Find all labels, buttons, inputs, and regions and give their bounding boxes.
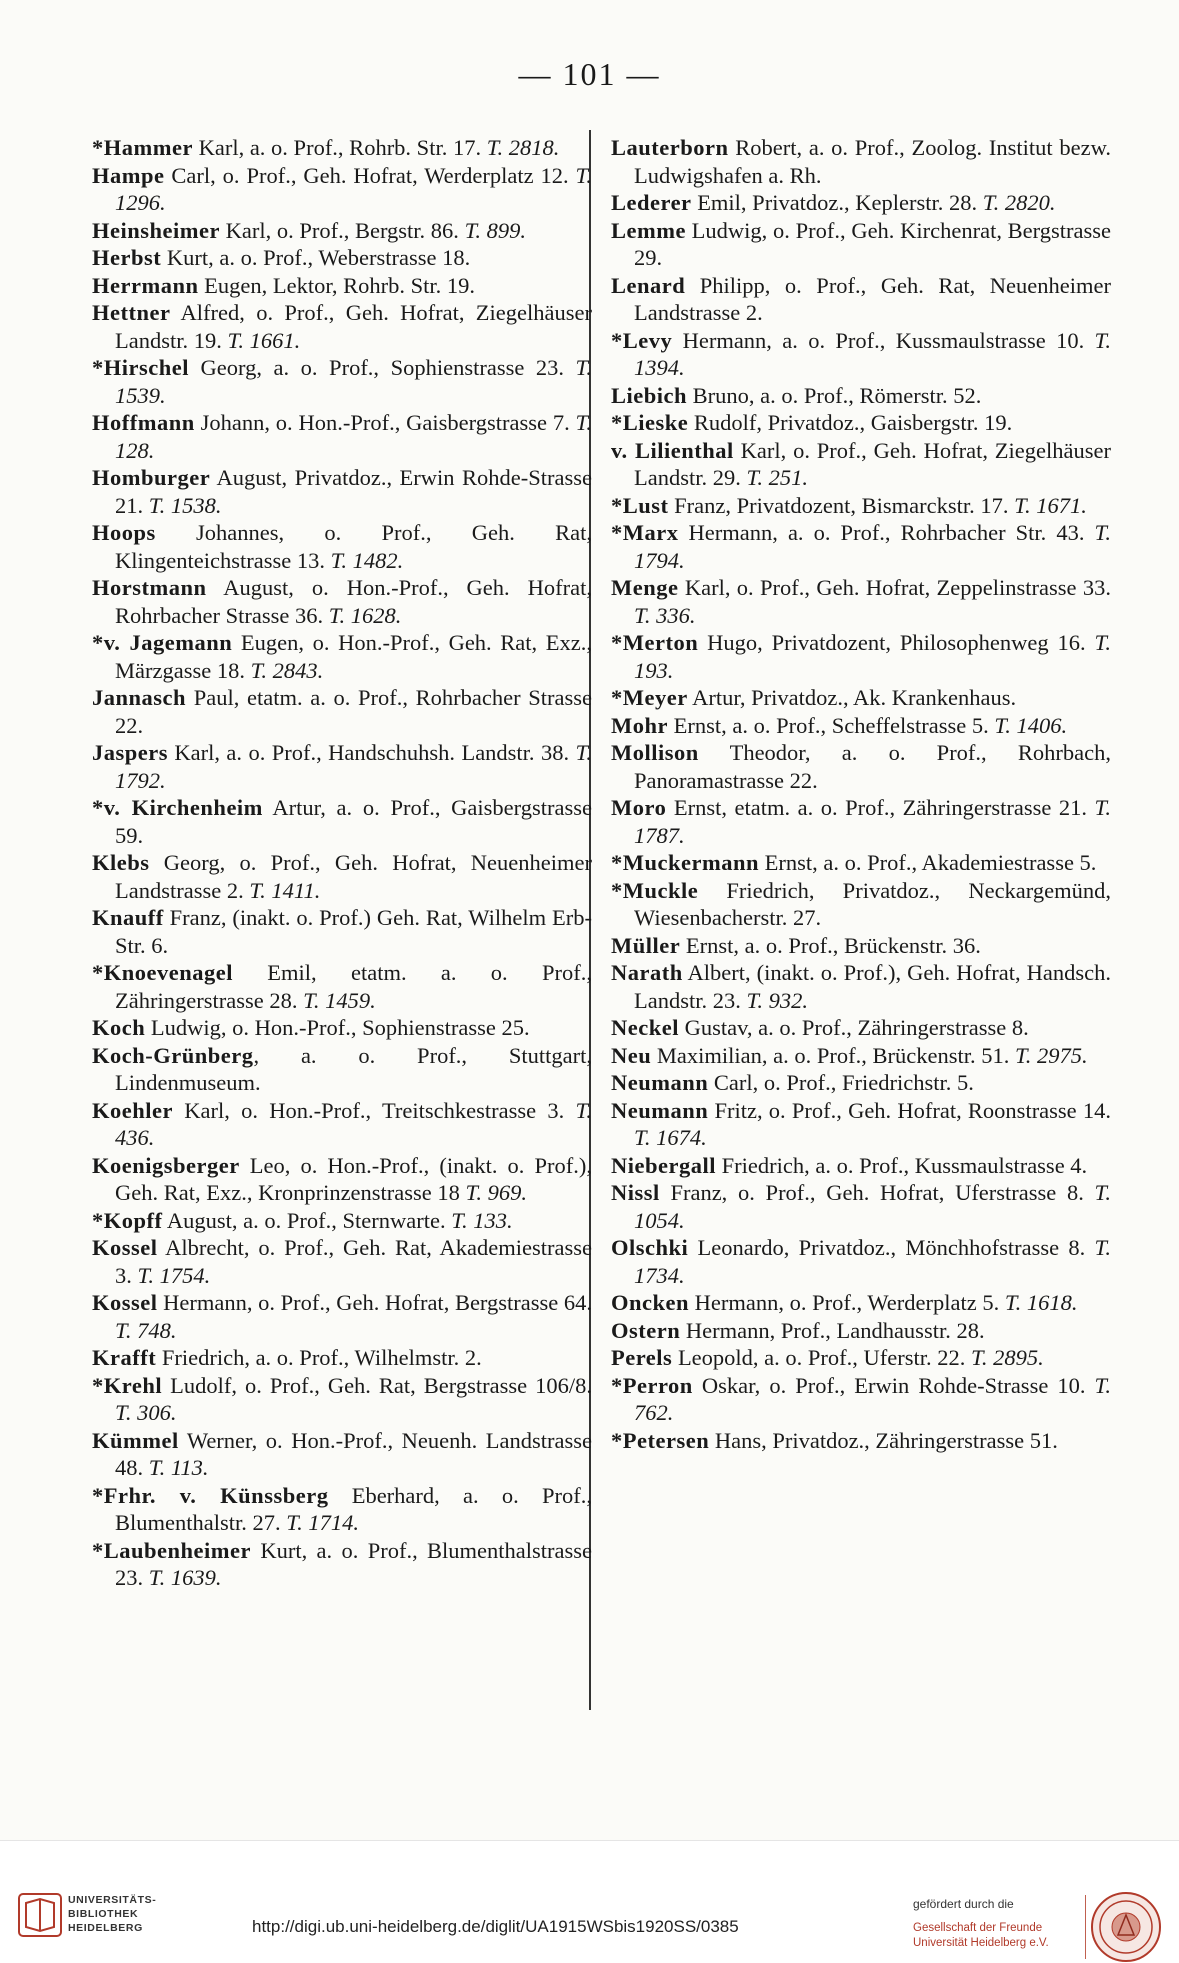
entry-details: Paul, etatm. a. o. Prof., Rohrbacher Strasse 22. [115, 685, 592, 738]
directory-entry [611, 1344, 1111, 1372]
entry-surname: Mollison [611, 740, 699, 765]
entry-details: Leonardo, Privatdoz., Mönchhofstrasse 8. [688, 1235, 1086, 1260]
entry-telephone: T. 1794. [634, 520, 1111, 573]
directory-entry [92, 134, 592, 162]
entry-telephone: T. 1661. [227, 327, 301, 353]
entry-telephone: T. 1538. [148, 492, 222, 518]
entry-telephone: T. 932. [746, 987, 808, 1013]
entry-surname: *Merton [611, 630, 699, 655]
entry-surname: Narath [611, 960, 683, 985]
entry-details: Theodor, a. o. Prof., Rohrbach, Panoramastrasse 22. [634, 740, 1111, 793]
entry-surname: Koch [92, 1015, 146, 1040]
entry-surname: Lederer [611, 190, 692, 215]
right-column [611, 134, 1111, 1454]
entry-telephone: T. 336. [634, 602, 696, 628]
entry-surname: Knauff [92, 905, 164, 930]
entry-telephone: T. 1787. [634, 795, 1111, 848]
entry-telephone: T. 1714. [286, 1510, 359, 1535]
entry-surname: *v. Kirchenheim [92, 795, 263, 820]
entry-surname: *Muckermann [611, 850, 759, 875]
entry-details: Karl, o. Prof., Bergstr. 86. [219, 217, 459, 243]
directory-entry [611, 629, 1111, 684]
directory-entry [611, 1042, 1111, 1070]
entry-details: Gustav, a. o. Prof., Zähringerstrasse 8. [678, 1015, 1029, 1040]
directory-entry [92, 1427, 592, 1482]
entry-surname: Koch-Grünberg [92, 1042, 254, 1068]
entry-surname: Koenigsberger [92, 1152, 240, 1178]
footer-divider [1085, 1895, 1086, 1959]
entry-telephone: T. 1406. [994, 712, 1068, 738]
directory-entry [611, 1179, 1111, 1234]
entry-details: Ernst, a. o. Prof., Scheffelstrasse 5. [668, 712, 989, 738]
directory-entry [611, 849, 1111, 877]
directory-entry [92, 1097, 592, 1152]
entry-surname: Mohr [611, 712, 668, 738]
entry-surname: Kossel [92, 1290, 158, 1315]
directory-entry [92, 684, 592, 739]
entry-details: Emil, etatm. a. o. Prof., Zähringerstrasse 28. [115, 960, 592, 1013]
directory-entry [611, 1014, 1111, 1042]
permalink-url[interactable]: http://digi.ub.uni-heidelberg.de/diglit/UA1915WSbis1920SS/0385 [252, 1917, 739, 1936]
sponsor-caption: gefördert durch die [913, 1897, 1014, 1911]
entry-details: Kurt, a. o. Prof., Weberstrasse 18. [161, 245, 471, 270]
library-logo-icon [18, 1893, 62, 1937]
entry-surname: Jaspers [92, 740, 168, 765]
directory-entry [611, 217, 1111, 272]
entry-telephone: T. 1054. [634, 1180, 1111, 1233]
directory-entry [92, 1152, 592, 1207]
directory-entry [611, 492, 1111, 520]
directory-entry [611, 932, 1111, 960]
entry-details: Franz, Privatdozent, Bismarckstr. 17. [668, 492, 1009, 518]
left-column [92, 134, 592, 1592]
entry-surname: Lemme [611, 217, 686, 243]
entry-surname: Lenard [611, 272, 686, 298]
entry-telephone: T. 193. [634, 630, 1112, 683]
directory-entry [611, 382, 1111, 410]
directory-entry [611, 1069, 1111, 1097]
entry-surname: *Perron [611, 1372, 693, 1398]
entry-telephone: T. 762. [634, 1372, 1111, 1425]
directory-entry [92, 162, 592, 217]
entry-details: Franz, o. Prof., Geh. Hofrat, Uferstrasse 8. [659, 1180, 1084, 1205]
entry-details: Rudolf, Privatdoz., Gaisbergstr. 19. [688, 410, 1013, 435]
entry-details: Eugen, Lektor, Rohrb. Str. 19. [198, 272, 476, 298]
directory-entry [92, 1344, 592, 1372]
page-number: — 101 — [518, 56, 661, 92]
entry-surname: Moro [611, 795, 667, 820]
entry-telephone: T. 113. [148, 1455, 209, 1480]
entry-details: Ernst, a. o. Prof., Akademiestrasse 5. [759, 850, 1097, 875]
entry-surname: Koehler [92, 1097, 173, 1123]
entry-telephone: T. 969. [465, 1180, 527, 1205]
entry-details: Franz, (inakt. o. Prof.) Geh. Rat, Wilhelm Erb-Str. 6. [115, 905, 592, 958]
directory-entry [611, 877, 1111, 932]
directory-entry [611, 519, 1111, 574]
entry-surname: *Lieske [611, 410, 689, 435]
directory-entry [92, 409, 592, 464]
sponsor-name [913, 1921, 1049, 1951]
directory-entry [611, 1097, 1111, 1152]
sponsor-name-line: Gesellschaft der Freunde [913, 1922, 1043, 1934]
directory-entry [92, 739, 592, 794]
entry-details: Karl, o. Hon.-Prof., Treitschkestrasse 3. [172, 1097, 565, 1123]
entry-telephone: T. 306. [115, 1400, 177, 1425]
directory-entry [92, 519, 592, 574]
directory-entry [92, 1289, 592, 1344]
entry-surname: Perels [611, 1345, 673, 1370]
entry-surname: *Frhr. v. Künssberg [92, 1482, 329, 1508]
entry-details: Georg, a. o. Prof., Sophienstrasse 23. [188, 355, 564, 380]
university-seal-icon [1090, 1891, 1162, 1963]
entry-surname: Neckel [611, 1015, 679, 1040]
directory-entry [611, 1317, 1111, 1345]
directory-entry [92, 1234, 592, 1289]
entry-details: Hugo, Privatdozent, Philosophenweg 16. [698, 630, 1086, 655]
entry-telephone: T. 1754. [137, 1262, 211, 1288]
library-name [68, 1893, 156, 1935]
library-name-line: BIBLIOTHEK [68, 1908, 139, 1920]
entry-telephone: T. 2818. [486, 135, 560, 160]
directory-entry [92, 959, 592, 1014]
entry-surname: Hoops [92, 520, 156, 545]
entry-details: Carl, o. Prof., Geh. Hofrat, Werderplatz 12. [164, 162, 569, 188]
entry-details: Karl, a. o. Prof., Handschuhsh. Landstr. 38. [168, 740, 570, 765]
entry-details: Johannes, o. Prof., Geh. Rat, Klingenteichstrasse 13. [115, 520, 592, 573]
entry-surname: Nissl [611, 1180, 660, 1205]
entry-telephone: T. 1734. [634, 1235, 1111, 1288]
entry-details: Bruno, a. o. Prof., Römerstr. 52. [687, 382, 982, 408]
entry-telephone: T. 1674. [634, 1125, 707, 1150]
entry-surname: *Laubenheimer [92, 1537, 252, 1563]
entry-details: Friedrich, a. o. Prof., Kussmaulstrasse 4. [715, 1152, 1088, 1178]
directory-entry [611, 272, 1111, 327]
directory-entry [611, 684, 1111, 712]
entry-surname: Lauterborn [611, 135, 729, 160]
directory-entry [92, 272, 592, 300]
entry-telephone: T. 1296. [115, 162, 592, 215]
entry-details: Oskar, o. Prof., Erwin Rohde-Strasse 10. [692, 1372, 1086, 1398]
entry-telephone: T. 1539. [115, 355, 593, 408]
entry-surname: *v. Jagemann [92, 630, 233, 655]
entry-details: Leo, o. Hon.-Prof., (inakt. o. Prof.), Geh. Rat, Exz., Kronprinzenstrasse 18 [115, 1152, 592, 1205]
entry-details: Eugen, o. Hon.-Prof., Geh. Rat, Exz., Märzgasse 18. [115, 630, 593, 683]
entry-surname: *Hammer [92, 135, 193, 160]
entry-details: Fritz, o. Prof., Geh. Hofrat, Roonstrasse 14. [708, 1097, 1111, 1123]
directory-entry [92, 244, 592, 272]
entry-surname: Heinsheimer [92, 217, 220, 243]
directory-entry [92, 1207, 592, 1235]
entry-details: Karl, o. Prof., Geh. Hofrat, Zeppelinstrasse 33. [678, 575, 1111, 600]
entry-details: Maximilian, a. o. Prof., Brückenstr. 51. [651, 1042, 1010, 1068]
entry-telephone: T. 1618. [1004, 1290, 1078, 1315]
library-name-line: HEIDELBERG [68, 1922, 143, 1934]
entry-surname: Niebergall [611, 1152, 716, 1178]
entry-surname: Liebich [611, 382, 688, 408]
entry-details: Albert, (inakt. o. Prof.), Geh. Hofrat, Handsch. Landstr. 23. [634, 960, 1111, 1013]
directory-entry [611, 959, 1111, 1014]
entry-surname: Olschki [611, 1235, 689, 1260]
entry-surname: Müller [611, 932, 681, 958]
directory-entry [92, 464, 592, 519]
entry-telephone: T. 251. [746, 465, 808, 490]
entry-details: Werner, o. Hon.-Prof., Neuenh. Landstrasse 48. [115, 1427, 592, 1480]
entry-surname: *Hirschel [92, 355, 189, 380]
entry-telephone: T. 1628. [328, 602, 402, 628]
directory-entry [611, 739, 1111, 794]
entry-details: Artur, Privatdoz., Ak. Krankenhaus. [687, 685, 1017, 710]
entry-surname: Hettner [92, 300, 171, 325]
directory-entry [611, 409, 1111, 437]
directory-entry [92, 1014, 592, 1042]
entry-surname: Homburger [92, 465, 211, 490]
directory-entry [92, 299, 592, 354]
entry-details: Hermann, a. o. Prof., Kussmaulstrasse 10. [672, 327, 1085, 353]
directory-entry [92, 574, 592, 629]
entry-details: Albrecht, o. Prof., Geh. Rat, Akademiestrasse 3. [115, 1235, 592, 1288]
entry-telephone: T. 128. [115, 410, 592, 463]
directory-entry [92, 1537, 592, 1592]
entry-details: Hermann, a. o. Prof., Rohrbacher Str. 43. [678, 520, 1085, 545]
entry-details: Hermann, o. Prof., Werderplatz 5. [689, 1290, 1000, 1315]
entry-surname: Kossel [92, 1235, 158, 1260]
directory-entry [92, 904, 592, 959]
entry-details: Karl, a. o. Prof., Rohrb. Str. 17. [192, 135, 482, 160]
directory-entry [611, 327, 1111, 382]
directory-entry [92, 629, 592, 684]
entry-telephone: T. 2975. [1014, 1042, 1088, 1068]
entry-surname: Hampe [92, 162, 165, 188]
entry-details: Hans, Privatdoz., Zähringerstrasse 51. [709, 1427, 1058, 1453]
entry-telephone: T. 1792. [115, 740, 592, 793]
directory-entry [611, 1372, 1111, 1427]
entry-details: Philipp, o. Prof., Geh. Rat, Neuenheimer Landstrasse 2. [634, 272, 1111, 325]
entry-surname: *Muckle [611, 877, 699, 903]
entry-telephone: T. 1639. [148, 1565, 222, 1590]
entry-surname: *Krehl [92, 1372, 163, 1398]
directory-entry [611, 189, 1111, 217]
entry-telephone: T. 1459. [303, 987, 376, 1013]
entry-details: August, a. o. Prof., Sternwarte. [162, 1207, 446, 1233]
entry-details: Karl, o. Prof., Geh. Hofrat, Ziegelhäuser Landstr. 29. [634, 437, 1111, 490]
entry-details: Kurt, a. o. Prof., Blumenthalstrasse 23. [115, 1537, 592, 1590]
entry-surname: Herbst [92, 245, 162, 270]
entry-surname: Neumann [611, 1070, 709, 1095]
entry-surname: *Lust [611, 492, 669, 518]
directory-entry [92, 1482, 592, 1537]
directory-entry [611, 134, 1111, 189]
directory-entry [611, 1427, 1111, 1455]
entry-surname: *Levy [611, 327, 673, 353]
entry-details: Friedrich, Privatdoz., Neckargemünd, Wiesenbacherstr. 27. [634, 877, 1111, 930]
entry-surname: *Kopff [92, 1207, 163, 1233]
entry-details: Alfred, o. Prof., Geh. Hofrat, Ziegelhäuser Landstr. 19. [115, 300, 592, 353]
entry-surname: Jannasch [92, 685, 187, 710]
entry-telephone: T. 1394. [634, 327, 1112, 380]
entry-details: Friedrich, a. o. Prof., Wilhelmstr. 2. [156, 1345, 482, 1370]
entry-details: Robert, a. o. Prof., Zoolog. Institut bezw. Ludwigshafen a. Rh. [634, 135, 1111, 188]
entry-telephone: T. 2820. [982, 190, 1056, 215]
entry-surname: Herrmann [92, 272, 199, 298]
directory-entry [611, 437, 1111, 492]
entry-surname: *Petersen [611, 1427, 710, 1453]
entry-surname: Kümmel [92, 1427, 179, 1453]
entry-telephone: T. 1671. [1014, 492, 1087, 518]
entry-details: August, Privatdoz., Erwin Rohde-Strasse 21. [115, 465, 592, 518]
entry-surname: Ostern [611, 1317, 681, 1343]
entry-telephone: T. 2843. [250, 657, 324, 683]
entry-surname: *Meyer [611, 685, 688, 710]
entry-details: Ludolf, o. Prof., Geh. Rat, Bergstrasse 106/8. [162, 1372, 592, 1398]
directory-entry [92, 217, 592, 245]
entry-surname: *Knoevenagel [92, 960, 233, 985]
entry-details: , a. o. Prof., Stuttgart, Lindenmuseum. [115, 1042, 592, 1095]
entry-surname: Neu [611, 1042, 652, 1068]
entry-surname: Neumann [611, 1097, 709, 1123]
entry-details: August, o. Hon.-Prof., Geh. Hofrat, Rohrbacher Strasse 36. [115, 575, 592, 628]
entry-surname: Horstmann [92, 575, 207, 600]
entry-details: Eberhard, a. o. Prof., Blumenthalstr. 27. [115, 1482, 592, 1535]
entry-surname: v. Lilienthal [611, 437, 734, 463]
entry-surname: Klebs [92, 850, 150, 875]
directory-entry [92, 354, 592, 409]
entry-telephone: T. 436. [115, 1097, 592, 1150]
directory-entry [611, 794, 1111, 849]
directory-entry [611, 1152, 1111, 1180]
entry-details: Emil, Privatdoz., Keplerstr. 28. [691, 190, 978, 215]
directory-entry [92, 1042, 592, 1097]
entry-telephone: T. 2895. [971, 1345, 1044, 1370]
directory-entry [611, 1289, 1111, 1317]
entry-surname: Oncken [611, 1290, 690, 1315]
entry-telephone: T. 899. [464, 217, 527, 243]
entry-details: Hermann, Prof., Landhausstr. 28. [680, 1317, 985, 1343]
directory-entry [611, 712, 1111, 740]
directory-entry [92, 794, 592, 849]
entry-details: Georg, o. Prof., Geh. Hofrat, Neuenheimer Landstrasse 2. [115, 850, 592, 903]
entry-surname: Menge [611, 575, 679, 600]
sponsor-name-line: Universität Heidelberg e.V. [913, 1937, 1049, 1949]
entry-details: Artur, a. o. Prof., Gaisbergstrasse 59. [115, 795, 592, 848]
entry-details: Ludwig, o. Hon.-Prof., Sophienstrasse 25. [145, 1015, 530, 1040]
directory-entry [92, 1372, 592, 1427]
directory-entry [611, 1234, 1111, 1289]
entry-telephone: T. 133. [451, 1207, 513, 1233]
entry-details: Leopold, a. o. Prof., Uferstr. 22. [672, 1345, 966, 1370]
entry-telephone: T. 1482. [330, 547, 404, 573]
entry-details: Hermann, o. Prof., Geh. Hofrat, Bergstrasse 64. [157, 1290, 593, 1315]
entry-details: Johann, o. Hon.-Prof., Gaisbergstrasse 7. [194, 410, 570, 435]
entry-surname: Hoffmann [92, 410, 195, 435]
footer-bar [0, 1840, 1179, 1962]
library-name-line: UNIVERSITÄTS- [68, 1894, 157, 1906]
entry-telephone: T. 1411. [249, 877, 321, 903]
directory-entry [92, 849, 592, 904]
entry-surname: Krafft [92, 1345, 157, 1370]
entry-details: Ernst, a. o. Prof., Brückenstr. 36. [680, 932, 981, 958]
entry-surname: *Marx [611, 520, 679, 545]
entry-telephone: T. 748. [115, 1317, 177, 1343]
entry-details: Carl, o. Prof., Friedrichstr. 5. [708, 1070, 974, 1095]
directory-entry [611, 574, 1111, 629]
entry-details: Ludwig, o. Prof., Geh. Kirchenrat, Bergstrasse 29. [634, 217, 1111, 270]
entry-details: Ernst, etatm. a. o. Prof., Zähringerstrasse 21. [666, 795, 1087, 820]
